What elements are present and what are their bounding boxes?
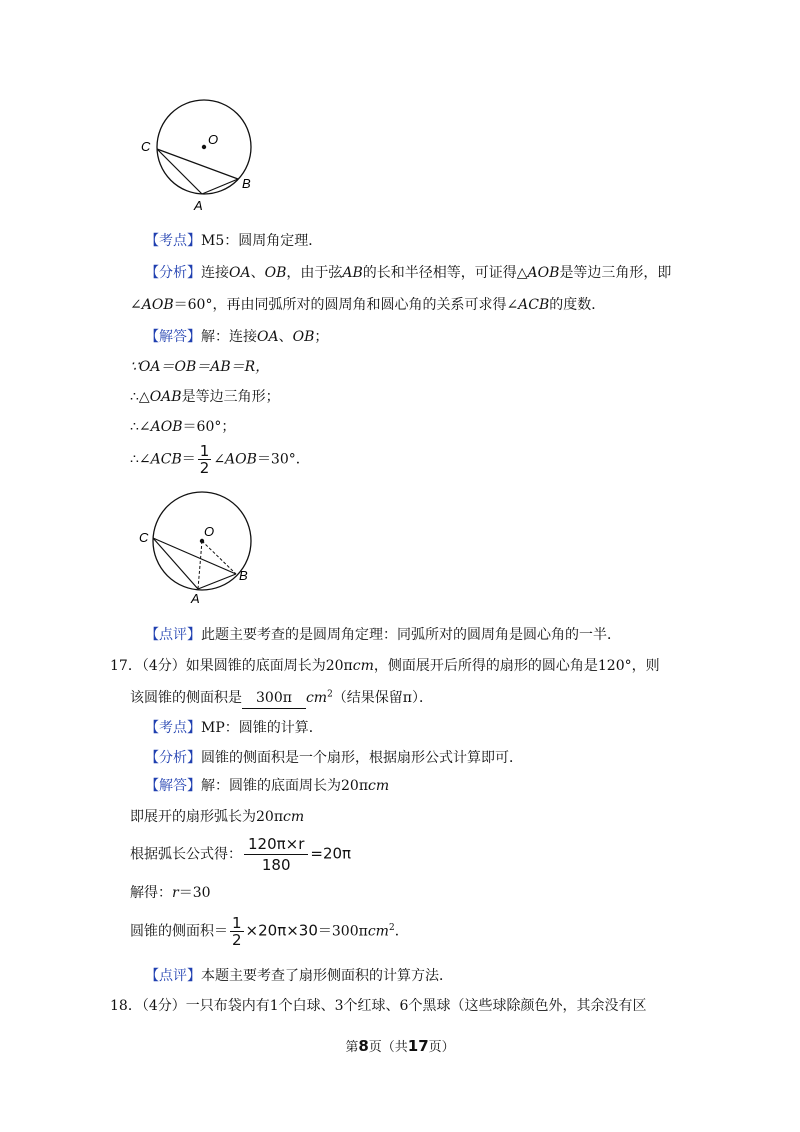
text: =20π	[310, 844, 352, 863]
q16-dianping	[145, 625, 621, 645]
label-c: C	[141, 139, 151, 154]
circle-figure-1	[138, 96, 268, 214]
text: 是等边三角形，即	[559, 265, 672, 281]
text: ＝	[181, 451, 196, 468]
q16-step1	[130, 357, 269, 377]
unit-exponent: 2	[327, 689, 333, 700]
label-b: B	[239, 568, 248, 583]
q16-fenxi-line1	[145, 263, 671, 283]
q17-jieda	[145, 776, 389, 796]
numerator: 1	[232, 914, 242, 932]
answer-blank	[242, 688, 306, 709]
question-number: 17．	[110, 658, 142, 674]
q16-step4	[130, 443, 310, 476]
q17-step3	[130, 883, 211, 903]
chord-cb	[157, 149, 238, 179]
text: 解得：	[130, 885, 172, 901]
text: ∠	[213, 451, 226, 468]
q16-step3	[130, 417, 235, 437]
text: 页）	[428, 1040, 455, 1055]
text: ＝30	[178, 885, 211, 901]
var-ab: AB	[342, 265, 363, 281]
radius-ob	[202, 541, 236, 574]
q17-fenxi	[145, 748, 523, 768]
q17-step2	[130, 834, 351, 875]
text: 此题主要考查的是圆周角定理：同弧所对的圆周角是圆心角的一半．	[201, 627, 621, 643]
dianping-tag: 【点评】	[145, 627, 201, 643]
kaodian-tag: 【考点】	[145, 233, 201, 249]
text: 是等边三角形；	[181, 389, 280, 405]
text: ∠	[130, 297, 142, 313]
chord-ca	[153, 538, 198, 589]
question-number: 18．	[110, 998, 142, 1014]
q16-kaodian	[145, 231, 322, 251]
q17-kaodian	[145, 718, 323, 738]
q17-step1	[130, 807, 304, 827]
text: 圆锥的侧面积是一个扇形，根据扇形公式计算即可．	[201, 750, 523, 766]
chord-cb	[153, 538, 236, 574]
text: 该圆锥的侧面积是	[130, 690, 242, 706]
text: MP：圆锥的计算．	[201, 720, 323, 736]
text: （4分）如果圆锥的底面周长为20π	[141, 658, 353, 674]
q17-step4	[130, 915, 409, 948]
text: 的度数．	[549, 297, 606, 313]
step-text: ∵OA＝OB＝AB＝R，	[130, 359, 270, 375]
label-a: A	[194, 198, 203, 213]
page-number: 8	[358, 1037, 369, 1055]
arc-length-fraction	[244, 834, 308, 875]
denominator: 2	[232, 931, 242, 949]
var-aob: AOB	[150, 419, 183, 435]
fenxi-tag: 【分析】	[145, 265, 201, 281]
unit-cm: cm	[352, 658, 374, 674]
denominator: 2	[199, 459, 210, 477]
var-ob: OB	[264, 265, 287, 281]
fraction-half	[198, 443, 212, 476]
q17-dianping	[145, 966, 453, 986]
denominator: 180	[261, 856, 291, 874]
text: 解：圆锥的底面周长为20π	[201, 778, 369, 794]
text: 页（共	[368, 1040, 408, 1055]
var-oab: OAB	[149, 389, 182, 405]
q17-stem-line2	[130, 688, 433, 709]
unit-cm: cm	[305, 690, 328, 706]
unit-cm: cm	[367, 923, 389, 940]
total-pages: 17	[407, 1037, 429, 1055]
var-ob: OB	[292, 329, 315, 345]
q18-stem	[110, 996, 646, 1016]
text: 、	[250, 265, 265, 281]
label-a: A	[191, 591, 200, 606]
answer: 300π	[256, 690, 292, 706]
text: ，侧面展开后所得的扇形的圆心角是120°，则	[373, 658, 660, 674]
var-oa: OA	[229, 265, 251, 281]
text: 、	[278, 329, 293, 345]
var-aob: AOB	[141, 297, 174, 313]
var-aob: AOB	[225, 451, 257, 468]
text: ∴△	[130, 389, 150, 405]
unit-cm: cm	[283, 809, 305, 825]
dianping-tag: 【点评】	[145, 968, 201, 984]
label-b: B	[242, 176, 251, 191]
radius-oa	[198, 541, 202, 589]
text: ．	[394, 923, 409, 940]
text: ，由于弦	[286, 265, 343, 281]
page-footer	[0, 1036, 800, 1055]
text: （结果保留π）．	[332, 690, 433, 706]
numerator: 120π×r	[244, 834, 308, 855]
q16-jieda	[145, 327, 328, 347]
text: 本题主要考查了扇形侧面积的计算方法．	[201, 968, 453, 984]
text: 第	[345, 1040, 359, 1055]
text: ＝60°；	[182, 419, 236, 435]
q17-stem-line1	[110, 656, 660, 676]
text: 的长和半径相等，可证得△	[362, 265, 528, 281]
q16-step2	[130, 387, 280, 407]
numerator: 1	[199, 442, 210, 460]
text: （4分）一只布袋内有1个白球、3个红球、6个黑球（这些球除颜色外，其余没有区	[141, 998, 647, 1014]
text: ；	[314, 329, 329, 345]
kaodian-text: M5：圆周角定理．	[201, 233, 323, 249]
kaodian-tag: 【考点】	[145, 720, 201, 736]
var-acb: ACB	[518, 297, 550, 313]
text: 即展开的扇形弧长为20π	[130, 809, 284, 825]
text: 圆锥的侧面积＝	[130, 923, 228, 940]
var-r: r	[172, 885, 179, 901]
circle-figure-2	[138, 490, 268, 608]
jieda-tag: 【解答】	[145, 778, 201, 794]
text: ×20π×30	[245, 921, 318, 940]
text: ∴∠	[130, 419, 151, 435]
unit-cm: cm	[368, 778, 390, 794]
center-point	[202, 145, 206, 149]
text: 连接	[201, 265, 229, 281]
text: 根据弧长公式得：	[130, 846, 242, 863]
q16-fenxi-line2	[130, 295, 605, 315]
var-aob: AOB	[527, 265, 560, 281]
label-o: O	[204, 524, 215, 539]
fraction-half	[230, 915, 244, 948]
text: ＝30°．	[256, 451, 310, 468]
label-o: O	[208, 132, 219, 147]
unit-exponent: 2	[388, 922, 395, 933]
text: ＝60°，再由同弧所对的圆周角和圆心角的关系可求得∠	[173, 297, 519, 313]
label-c: C	[139, 530, 149, 545]
var-acb: ACB	[150, 451, 182, 468]
text: 解：连接	[201, 329, 257, 345]
fenxi-tag: 【分析】	[145, 750, 201, 766]
text: ∴∠	[130, 451, 151, 468]
var-oa: OA	[257, 329, 279, 345]
jieda-tag: 【解答】	[145, 329, 201, 345]
text: ＝300π	[317, 923, 368, 940]
